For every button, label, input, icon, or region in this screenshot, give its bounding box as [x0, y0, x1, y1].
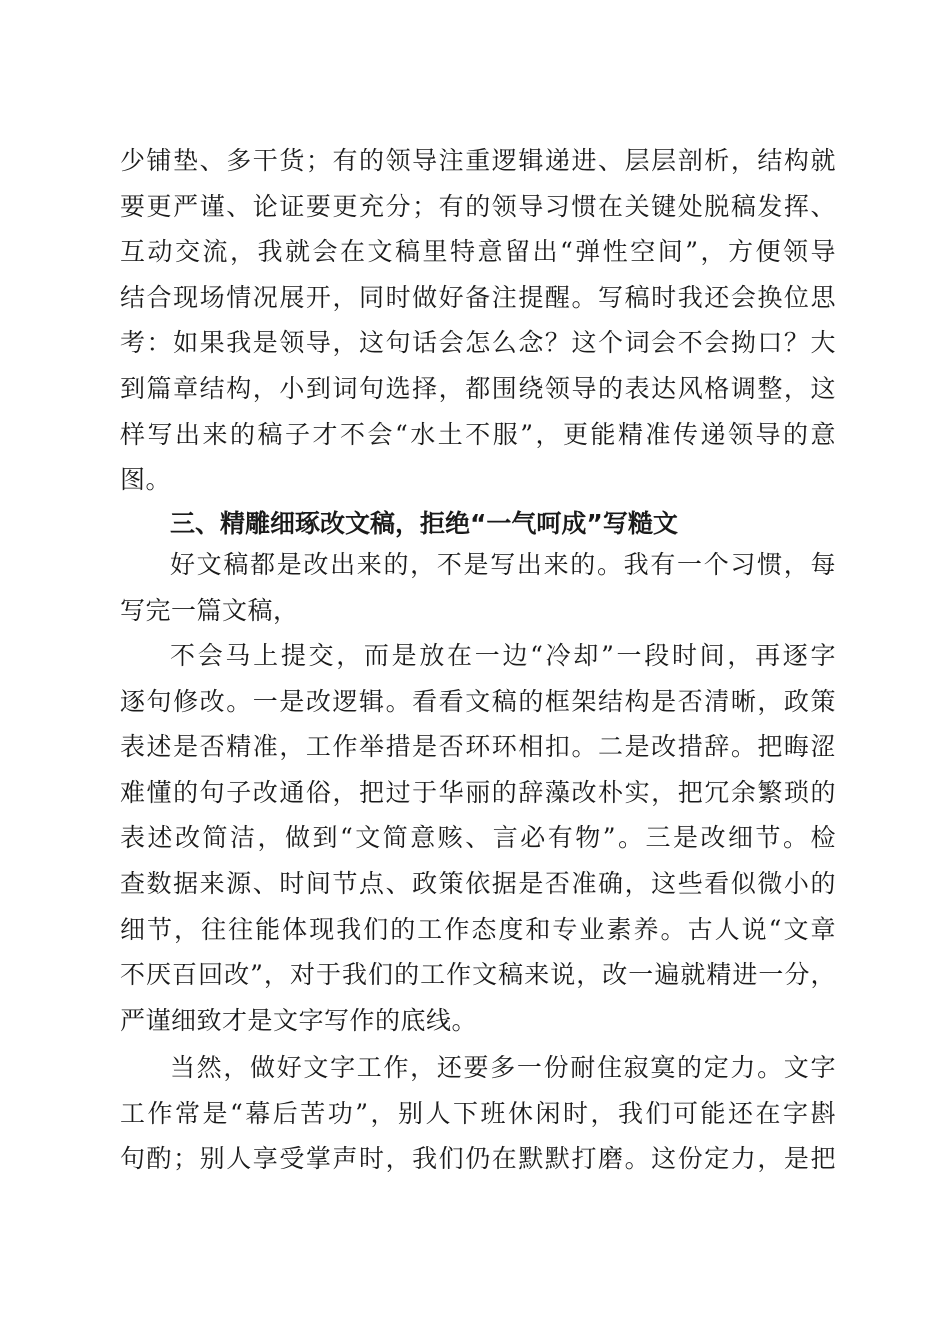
paragraph-line: 样写出来的稿子才不会“水土不服”，更能精准传递领导的意 [120, 419, 836, 449]
paragraph-line: 当然，做好文字工作，还要多一份耐住寂寞的定力。文字 [170, 1053, 836, 1082]
paragraph-line: 查数据来源、时间节点、政策依据是否准确，这些看似微小的 [120, 868, 836, 898]
paragraph-line: 不会马上提交，而是放在一边“冷却”一段时间，再逐字 [170, 641, 836, 670]
paragraph-line: 表述是否精准，工作举措是否环环相扣。二是改措辞。把晦涩 [120, 732, 836, 762]
paragraph-line: 要更严谨、论证要更充分；有的领导习惯在关键处脱稿发挥、 [120, 191, 836, 221]
paragraph-line: 逐句修改。一是改逻辑。看看文稿的框架结构是否清晰，政策 [120, 686, 836, 716]
paragraph-line: 不厌百回改”，对于我们的工作文稿来说，改一遍就精进一分， [120, 960, 836, 990]
paragraph-line: 互动交流，我就会在文稿里特意留出“弹性空间”，方便领导 [120, 237, 836, 267]
paragraph-line: 结合现场情况展开，同时做好备注提醒。写稿时我还会换位思 [120, 282, 836, 312]
paragraph-line: 难懂的句子改通俗，把过于华丽的辞藻改朴实，把冗余繁琐的 [120, 777, 836, 807]
paragraph-line: 工作常是“幕后苦功”，别人下班休闲时，我们可能还在字斟 [120, 1098, 836, 1128]
paragraph-line: 考：如果我是领导，这句话会怎么念？这个词会不会拗口？大 [120, 328, 836, 358]
paragraph-line: 图。 [120, 465, 172, 495]
paragraph-line: 少铺垫、多干货；有的领导注重逻辑递进、层层剖析，结构就 [120, 146, 836, 175]
paragraph-3 [120, 633, 836, 1043]
paragraph-1 [120, 138, 836, 503]
paragraph-2 [120, 542, 836, 633]
paragraph-line: 表述改简洁，做到“文简意赅、言必有物”。三是改细节。检 [120, 823, 836, 853]
paragraph-line: 细节，往往能体现我们的工作态度和专业素养。古人说“文章 [120, 914, 836, 944]
paragraph-line: 写完一篇文稿， [120, 595, 299, 625]
section-heading: 三、精雕细琢改文稿，拒绝“一气呵成”写糙文 [170, 509, 678, 538]
paragraph-line: 好文稿都是改出来的，不是写出来的。我有一个习惯，每 [170, 550, 836, 579]
paragraph-4 [120, 1045, 836, 1182]
paragraph-line: 句酌；别人享受掌声时，我们仍在默默打磨。这份定力，是把 [120, 1144, 836, 1174]
paragraph-line: 到篇章结构，小到词句选择，都围绕领导的表达风格调整，这 [120, 373, 836, 403]
paragraph-line: 严谨细致才是文字写作的底线。 [120, 1005, 478, 1035]
